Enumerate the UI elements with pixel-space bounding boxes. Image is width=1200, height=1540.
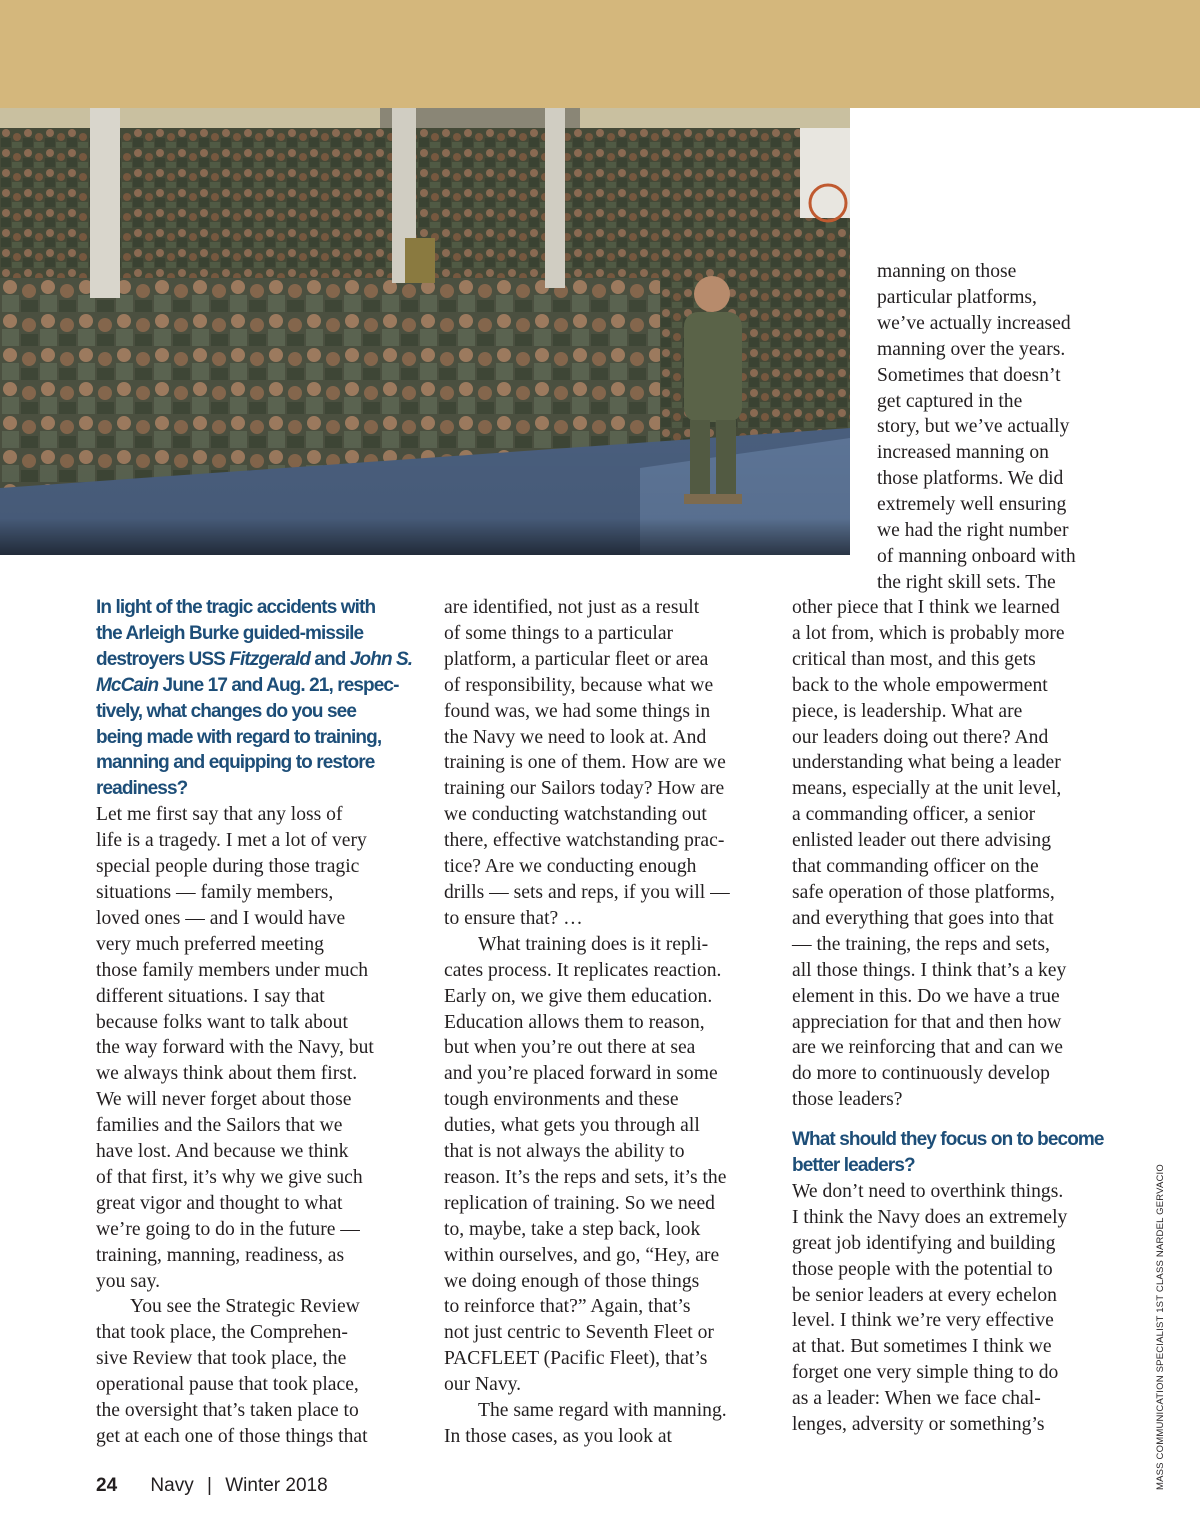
text-line: a lot from, which is probably more (792, 622, 1065, 644)
text-line: life is a tragedy. I met a lot of very (96, 830, 367, 852)
body-paragraph (444, 1398, 764, 1450)
text-line: that commanding officer on the (792, 856, 1039, 878)
column-2 (444, 595, 764, 1450)
column-1 (96, 595, 411, 1450)
text-line: reason. It’s the reps and sets, it’s the (444, 1166, 727, 1188)
text-line: of some things to a particular (444, 622, 674, 644)
text-line: there, effective watchstanding prac- (444, 830, 725, 852)
issue-date: Winter 2018 (225, 1475, 328, 1496)
text-line: to, maybe, take a step back, look (444, 1218, 701, 1240)
text-line: We don’t need to overthink things. (792, 1180, 1064, 1202)
question-1-line: In light of the tragic accidents with (96, 597, 376, 618)
text-line: we always think about them first. (96, 1063, 358, 1085)
text-line: very much preferred meeting (96, 933, 324, 955)
text-line: but when you’re out there at sea (444, 1037, 696, 1059)
text-line: great vigor and thought to what (96, 1192, 343, 1214)
text-line: Sometimes that doesn’t (877, 364, 1061, 386)
text-line: the Navy we need to look at. And (444, 726, 707, 748)
text-line: we had the right number (877, 520, 1069, 542)
text-line: those platforms. We did (877, 468, 1064, 490)
text-line: the right skill sets. The (877, 571, 1056, 593)
question-1-line: destroyers USS Fitzgerald and John S. (96, 648, 413, 670)
text-line: those leaders? (792, 1089, 903, 1111)
text-line: appreciation for that and then how (792, 1011, 1062, 1033)
text-line: do more to continuously develop (792, 1063, 1050, 1085)
text-line: that is not always the ability to (444, 1141, 685, 1163)
text-line: cates process. It replicates reaction. (444, 959, 722, 981)
ship-name-mccain-cont: McCain (96, 674, 159, 696)
text-line: means, especially at the unit level, (792, 778, 1062, 800)
text-line: we’re going to do in the future — (96, 1218, 360, 1240)
text-line: and everything that goes into that (792, 907, 1054, 929)
text-line: Education allows them to reason, (444, 1011, 705, 1033)
text-line: that took place, the Comprehen- (96, 1322, 348, 1344)
text-line: operational pause that took place, (96, 1374, 359, 1396)
text-line: because folks want to talk about (96, 1011, 348, 1033)
all-hands-photo (0, 108, 850, 555)
text-line: critical than most, and this gets (792, 648, 1036, 670)
text-line: as a leader: When we face chal- (792, 1388, 1041, 1410)
text-line: forget one very simple thing to do (792, 1362, 1059, 1384)
text-line: our Navy. (444, 1374, 522, 1396)
text-line: to ensure that? … (444, 907, 583, 929)
page-number: 24 (96, 1475, 118, 1496)
text-line: level. I think we’re very effective (792, 1310, 1054, 1332)
page-footer (96, 1475, 328, 1497)
text-line: different situations. I say that (96, 985, 325, 1007)
text-line: story, but we’ve actually (877, 416, 1070, 438)
text-line: Early on, we give them education. (444, 985, 713, 1007)
text-line: particular platforms, (877, 286, 1037, 308)
text-line: tice? Are we conducting enough (444, 856, 697, 878)
text-line: drills — sets and reps, if you will — (444, 881, 730, 903)
question-1-line: the Arleigh Burke guided-missile (96, 622, 364, 644)
answer-1-paragraph (96, 802, 411, 1294)
text-line: are identified, not just as a result (444, 597, 700, 618)
text-line: families and the Sailors that we (96, 1115, 343, 1137)
text-line: and you’re placed forward in some (444, 1063, 718, 1085)
text-line: the way forward with the Navy, but (96, 1037, 374, 1059)
text-line: found was, we had some things in (444, 700, 711, 722)
text-line: those people with the potential to (792, 1258, 1053, 1280)
text-line: of that first, it’s why we give such (96, 1166, 363, 1188)
text-line: you say. (96, 1270, 161, 1292)
text-line: back to the whole empowerment (792, 674, 1048, 696)
text-line: of responsibility, because what we (444, 674, 714, 696)
text-line: special people during those tragic (96, 856, 360, 878)
text-line: increased manning on (877, 442, 1049, 464)
text-line: replication of training. So we need (444, 1192, 715, 1214)
text-line: The same regard with manning. (478, 1400, 727, 1422)
header-band (0, 0, 1200, 108)
text-line: In those cases, as you look at (444, 1426, 672, 1447)
text-line: be senior leaders at every echelon (792, 1284, 1057, 1306)
question-2-line: better leaders? (792, 1155, 915, 1177)
photo-credit-text: MASS COMMUNICATION SPECIALIST 1ST CLASS NARDEL GERVACIO (1155, 1164, 1166, 1490)
body-paragraph (792, 595, 1112, 1113)
text-line: You see the Strategic Review (130, 1296, 360, 1318)
text-line: we doing enough of those things (444, 1270, 700, 1292)
text-line: have lost. And because we think (96, 1141, 349, 1163)
text-line: manning on those (877, 261, 1017, 282)
text-line: the oversight that’s taken place to (96, 1400, 359, 1422)
text-line: of manning onboard with (877, 545, 1076, 567)
text-line: Let me first say that any loss of (96, 804, 343, 826)
text-line: What training does is it repli- (478, 933, 709, 955)
text-line: duties, what gets you through all (444, 1115, 700, 1137)
footer-separator: | (207, 1475, 212, 1496)
question-1-line: McCain June 17 and Aug. 21, respec- (96, 674, 399, 696)
text-line: loved ones — and I would have (96, 907, 346, 929)
text-line: to reinforce that?” Again, that’s (444, 1296, 691, 1318)
text-line: safe operation of those platforms, (792, 881, 1055, 903)
question-1-line: readiness? (96, 778, 188, 800)
text-line: understanding what being a leader (792, 752, 1061, 774)
text-line: great job identifying and building (792, 1232, 1056, 1254)
text-line: platform, a particular fleet or area (444, 648, 709, 670)
text-line: not just centric to Seventh Fleet or (444, 1322, 714, 1344)
text-line: are we reinforcing that and can we (792, 1037, 1063, 1059)
photo-credit (1153, 1164, 1171, 1490)
question-1-line: being made with regard to training, (96, 726, 382, 748)
text-line: enlisted leader out there advising (792, 830, 1051, 852)
body-paragraph (444, 932, 764, 1398)
text-line: within ourselves, and go, “Hey, are (444, 1244, 720, 1266)
text-line: training is one of them. How are we (444, 752, 726, 774)
text-line: we conducting watchstanding out (444, 804, 707, 826)
text-line: those family members under much (96, 959, 369, 981)
text-line: get captured in the (877, 390, 1023, 412)
answer-1-paragraph-2 (96, 1294, 411, 1449)
text-line: our leaders doing out there? And (792, 726, 1049, 748)
body-paragraph (877, 259, 1117, 596)
text-line: get at each one of those things that (96, 1426, 368, 1447)
text-line: situations — family members, (96, 881, 334, 903)
text-line: PACFLEET (Pacific Fleet), that’s (444, 1348, 708, 1370)
text-line: at that. But sometimes I think we (792, 1336, 1052, 1358)
column-3 (792, 595, 1112, 1438)
ship-name-mccain: John S. (349, 648, 413, 670)
text-line: a commanding officer, a senior (792, 804, 1036, 826)
question-1-line: manning and equipping to restore (96, 752, 375, 774)
text-line: all those things. I think that’s a key (792, 959, 1067, 981)
answer-2-paragraph (792, 1179, 1112, 1438)
text-line: I think the Navy does an extremely (792, 1206, 1068, 1228)
text-line: lenges, adversity or something’s (792, 1414, 1045, 1436)
text-line: manning over the years. (877, 338, 1066, 360)
text-line: piece, is leadership. What are (792, 700, 1023, 722)
text-line: — the training, the reps and sets, (792, 933, 1050, 955)
text-line: We will never forget about those (96, 1089, 352, 1111)
question-1-line: tively, what changes do you see (96, 700, 357, 722)
ship-name-fitzgerald: Fitzgerald (229, 648, 311, 670)
text-line: training, manning, readiness, as (96, 1244, 345, 1266)
magazine-name: Navy (150, 1475, 194, 1496)
text-line: other piece that I think we learned (792, 597, 1060, 618)
column-3-upper (877, 259, 1117, 596)
text-line: sive Review that took place, the (96, 1348, 347, 1370)
question-2-line: What should they focus on to become (792, 1129, 1104, 1151)
text-line: extremely well ensuring (877, 494, 1067, 516)
text-line: we’ve actually increased (877, 312, 1071, 334)
body-paragraph (444, 595, 764, 932)
text-line: training our Sailors today? How are (444, 778, 725, 800)
text-line: tough environments and these (444, 1089, 679, 1111)
text-line: element in this. Do we have a true (792, 985, 1060, 1007)
